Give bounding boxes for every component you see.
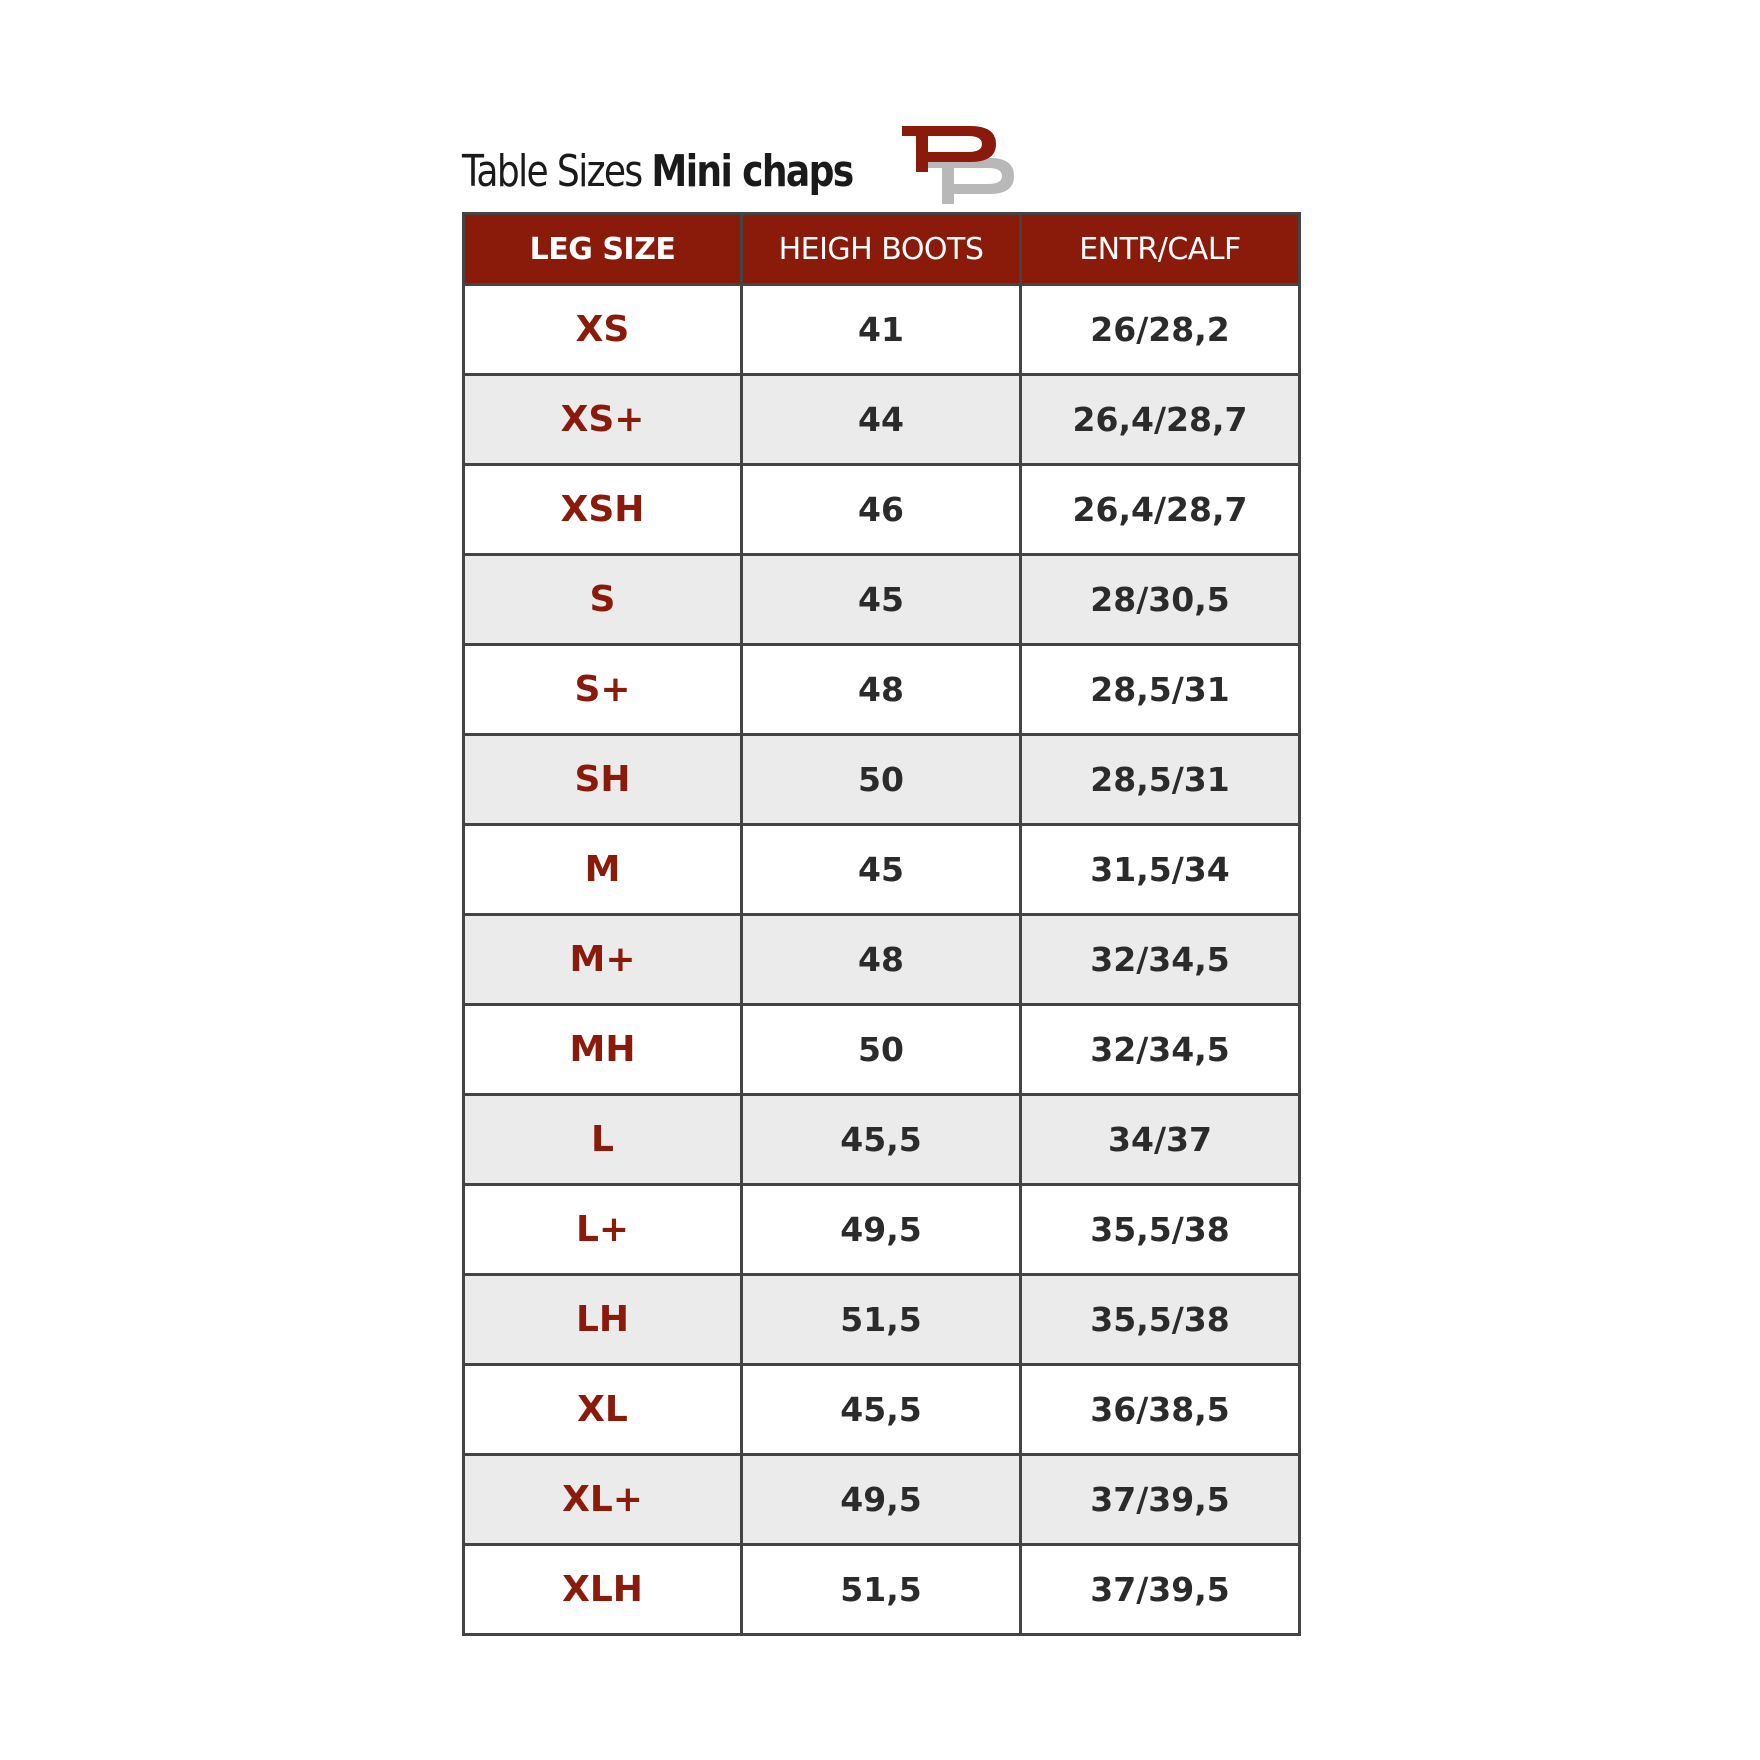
table-row	[464, 375, 1300, 465]
header-heigh-boots: HEIGH BOOTS	[742, 214, 1021, 285]
header-entr-calf: ENTR/CALF	[1021, 214, 1300, 285]
title-bold: Mini chaps	[651, 146, 853, 197]
cell-heigh-boots: 45	[742, 555, 1021, 645]
cell-entr-calf: 32/34,5	[1021, 915, 1300, 1005]
cell-entr-calf: 37/39,5	[1021, 1455, 1300, 1545]
cell-leg-size: L	[464, 1095, 742, 1185]
cell-entr-calf: 31,5/34	[1021, 825, 1300, 915]
cell-leg-size: LH	[464, 1275, 742, 1365]
cell-heigh-boots: 41	[742, 285, 1021, 375]
table-row	[464, 915, 1300, 1005]
cell-heigh-boots: 45	[742, 825, 1021, 915]
table-row	[464, 735, 1300, 825]
table-row	[464, 1185, 1300, 1275]
cell-entr-calf: 36/38,5	[1021, 1365, 1300, 1455]
cell-leg-size: SH	[464, 735, 742, 825]
table-row	[464, 825, 1300, 915]
cell-heigh-boots: 46	[742, 465, 1021, 555]
cell-heigh-boots: 45,5	[742, 1365, 1021, 1455]
table-row	[464, 285, 1300, 375]
table-row	[464, 1455, 1300, 1545]
title-light: Table Sizes	[462, 146, 642, 197]
cell-entr-calf: 26/28,2	[1021, 285, 1300, 375]
cell-entr-calf: 28,5/31	[1021, 735, 1300, 825]
cell-entr-calf: 32/34,5	[1021, 1005, 1300, 1095]
table-row	[464, 1365, 1300, 1455]
cell-heigh-boots: 50	[742, 1005, 1021, 1095]
cell-leg-size: XS	[464, 285, 742, 375]
cell-leg-size: M+	[464, 915, 742, 1005]
cell-heigh-boots: 44	[742, 375, 1021, 465]
cell-leg-size: S	[464, 555, 742, 645]
cell-heigh-boots: 48	[742, 915, 1021, 1005]
cell-leg-size: XSH	[464, 465, 742, 555]
cell-entr-calf: 26,4/28,7	[1021, 465, 1300, 555]
table-row	[464, 555, 1300, 645]
cell-heigh-boots: 51,5	[742, 1545, 1021, 1635]
cell-entr-calf: 35,5/38	[1021, 1275, 1300, 1365]
cell-leg-size: M	[464, 825, 742, 915]
table-row	[464, 645, 1300, 735]
cell-leg-size: XL+	[464, 1455, 742, 1545]
page-title	[462, 146, 853, 197]
table-row	[464, 1095, 1300, 1185]
cell-heigh-boots: 51,5	[742, 1275, 1021, 1365]
cell-leg-size: XL	[464, 1365, 742, 1455]
table-header-row	[464, 214, 1300, 285]
table-row	[464, 1005, 1300, 1095]
cell-entr-calf: 26,4/28,7	[1021, 375, 1300, 465]
size-table	[462, 212, 1301, 1636]
brand-logo-icon	[902, 120, 1022, 204]
cell-leg-size: MH	[464, 1005, 742, 1095]
table-row	[464, 465, 1300, 555]
header-leg-size: LEG SIZE	[464, 214, 742, 285]
cell-leg-size: XLH	[464, 1545, 742, 1635]
cell-leg-size: L+	[464, 1185, 742, 1275]
cell-leg-size: S+	[464, 645, 742, 735]
cell-heigh-boots: 49,5	[742, 1185, 1021, 1275]
title-row	[462, 118, 1302, 208]
cell-heigh-boots: 45,5	[742, 1095, 1021, 1185]
cell-leg-size: XS+	[464, 375, 742, 465]
cell-entr-calf: 28/30,5	[1021, 555, 1300, 645]
cell-entr-calf: 35,5/38	[1021, 1185, 1300, 1275]
table-row	[464, 1275, 1300, 1365]
cell-entr-calf: 34/37	[1021, 1095, 1300, 1185]
table-row	[464, 1545, 1300, 1635]
cell-entr-calf: 37/39,5	[1021, 1545, 1300, 1635]
cell-heigh-boots: 49,5	[742, 1455, 1021, 1545]
cell-heigh-boots: 48	[742, 645, 1021, 735]
cell-entr-calf: 28,5/31	[1021, 645, 1300, 735]
cell-heigh-boots: 50	[742, 735, 1021, 825]
